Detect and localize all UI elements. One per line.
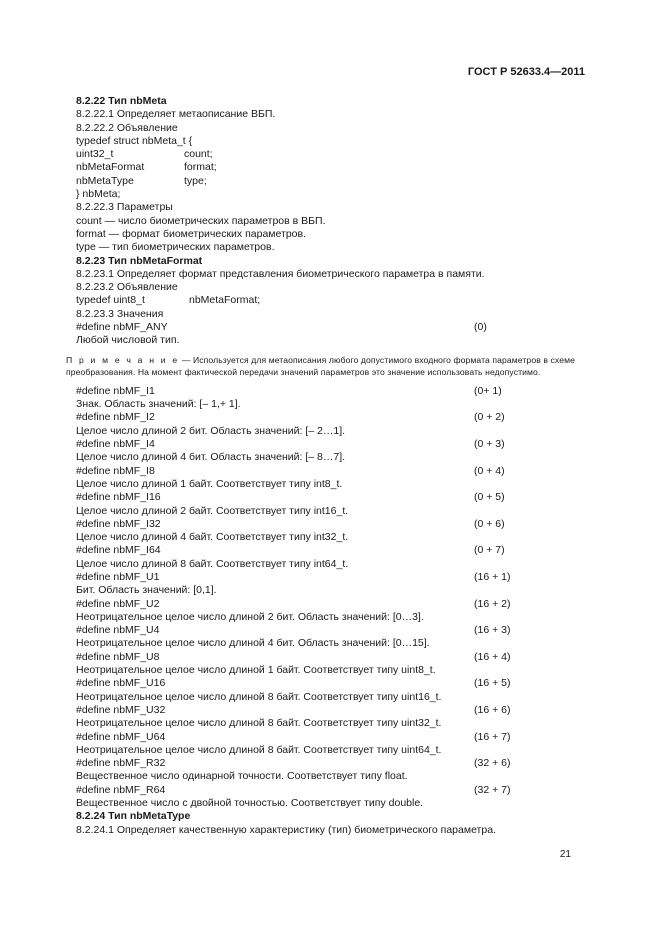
- define-row: [76, 411, 584, 424]
- define-value: (16 + 7): [474, 730, 511, 743]
- define-description: Неотрицательное целое число длиной 8 байт. Соответствует типу uint32_t.: [76, 717, 442, 730]
- define-name: #define nbMF_I1: [76, 384, 155, 397]
- clause-8-2-23-1: 8.2.23.1 Определяет формат представления биометрического параметра в памяти.: [76, 267, 485, 280]
- clause-8-2-22-2: 8.2.22.2 Объявление: [76, 121, 178, 134]
- section-8-2-24-title: 8.2.24 Тип nbMetaType: [76, 810, 191, 823]
- define-description: Целое число длиной 4 бит. Область значений: [– 8…7].: [76, 451, 346, 464]
- define-name: #define nbMF_U1: [76, 570, 160, 583]
- struct-close: } nbMeta;: [76, 188, 121, 201]
- define-row: [76, 518, 584, 531]
- section-8-2-23-title: 8.2.23 Тип nbMetaFormat: [76, 254, 203, 267]
- clause-8-2-22-3: 8.2.22.3 Параметры: [76, 201, 173, 214]
- field-type: uint32_t: [76, 148, 114, 161]
- define-name: #define nbMF_U2: [76, 597, 160, 610]
- section-8-2-22-title: 8.2.22 Тип nbMeta: [76, 95, 167, 107]
- typedef-line: [76, 294, 584, 307]
- define-list: [76, 385, 584, 811]
- field-type: nbMetaFormat: [76, 161, 145, 174]
- define-row: [76, 784, 584, 797]
- define-value: (32 + 7): [474, 783, 511, 796]
- define-row: [76, 624, 584, 637]
- define-description: Неотрицательное целое число длиной 8 байт. Соответствует типу uint64_t.: [76, 743, 442, 756]
- typedef-line: typedef struct nbMeta_t {: [76, 134, 193, 147]
- define-name: #define nbMF_U64: [76, 730, 166, 743]
- struct-field-count: [76, 148, 584, 161]
- define-description: Целое число длиной 2 бит. Область значений: [– 2…1].: [76, 424, 346, 437]
- define-row: [76, 571, 584, 584]
- struct-field-format: [76, 161, 584, 174]
- param-count: count — число биометрических параметров в ВБП.: [76, 214, 326, 227]
- define-name: #define nbMF_U32: [76, 703, 166, 716]
- define-value: (0 + 4): [474, 464, 505, 477]
- define-value: (16 + 5): [474, 677, 511, 690]
- define-row: [76, 677, 584, 690]
- define-name: #define nbMF_I2: [76, 411, 155, 424]
- define-name: #define nbMF_I64: [76, 544, 161, 557]
- define-row: [76, 598, 584, 611]
- page-number: 21: [559, 849, 571, 860]
- define-name: #define nbMF_R64: [76, 783, 166, 796]
- document-body: [66, 95, 584, 837]
- define-value: (16 + 2): [474, 597, 511, 610]
- define-value: (0+ 1): [474, 384, 502, 397]
- define-value: (0 + 5): [474, 491, 505, 504]
- define-row: [76, 438, 584, 451]
- define-name: #define nbMF_U16: [76, 677, 166, 690]
- note-block: [66, 354, 586, 379]
- define-value: (16 + 6): [474, 703, 511, 716]
- define-description: Бит. Область значений: [0,1].: [76, 584, 217, 597]
- define-value: (0 + 2): [474, 411, 505, 424]
- define-any: [76, 321, 584, 334]
- define-row: [76, 491, 584, 504]
- param-type: type — тип биометрических параметров.: [76, 241, 275, 254]
- define-description: Неотрицательное целое число длиной 1 байт. Соответствует типу uint8_t.: [76, 664, 436, 677]
- define-row: [76, 651, 584, 664]
- define-value: (32 + 6): [474, 757, 511, 770]
- define-value: (0 + 6): [474, 517, 505, 530]
- document-header: ГОСТ Р 52633.4—2011: [467, 66, 585, 78]
- define-name: #define nbMF_U4: [76, 624, 160, 637]
- define-value: (0 + 3): [474, 438, 505, 451]
- define-name: #define nbMF_ANY: [76, 321, 168, 334]
- field-type: nbMetaType: [76, 174, 134, 187]
- define-value: (16 + 1): [474, 570, 511, 583]
- define-description: Целое число длиной 8 байт. Соответствует типу int64_t.: [76, 557, 349, 570]
- typedef-base: typedef uint8_t: [76, 294, 145, 307]
- clause-8-2-23-2: 8.2.23.2 Объявление: [76, 281, 178, 294]
- param-format: format — формат биометрических параметров.: [76, 227, 306, 240]
- define-name: #define nbMF_I4: [76, 438, 155, 451]
- define-row: [76, 385, 584, 398]
- note-text: — Используется для метаописания любого допустимого входного формата параметров в схеме преобразования. На момент фактической передачи значений параметров это значение использовать недопустимо.: [66, 354, 575, 378]
- field-name: count;: [184, 148, 213, 161]
- clause-8-2-23-3: 8.2.23.3 Значения: [76, 307, 164, 320]
- define-description: Целое число длиной 2 байт. Соответствует типу int16_t.: [76, 504, 349, 517]
- define-description: Вещественное число с двойной точностью. Соответствует типу double.: [76, 797, 424, 810]
- define-description: Неотрицательное целое число длиной 2 бит. Область значений: [0…3].: [76, 610, 424, 623]
- define-name: #define nbMF_U8: [76, 650, 160, 663]
- define-description: Вещественное число одинарной точности. Соответствует типу float.: [76, 770, 408, 783]
- define-name: #define nbMF_I16: [76, 491, 161, 504]
- define-description: Неотрицательное целое число длиной 4 бит. Область значений: [0…15].: [76, 637, 430, 650]
- define-description: Целое число длиной 4 байт. Соответствует типу int32_t.: [76, 531, 349, 544]
- define-description: Любой числовой тип.: [76, 334, 180, 347]
- define-name: #define nbMF_R32: [76, 757, 166, 770]
- define-value: (0 + 7): [474, 544, 505, 557]
- define-row: [76, 757, 584, 770]
- define-row: [76, 731, 584, 744]
- typedef-alias: nbMetaFormat;: [189, 294, 261, 307]
- struct-field-type: [76, 175, 584, 188]
- define-row: [76, 465, 584, 478]
- define-name: #define nbMF_I32: [76, 517, 161, 530]
- define-description: Знак. Область значений: [– 1,+ 1].: [76, 398, 241, 411]
- define-value: (16 + 3): [474, 624, 511, 637]
- field-name: type;: [184, 174, 207, 187]
- note-prefix: П р и м е ч а н и е: [66, 354, 180, 365]
- field-name: format;: [184, 161, 217, 174]
- clause-8-2-24-1: 8.2.24.1 Определяет качественную характеристику (тип) биометрического параметра.: [76, 823, 496, 836]
- define-description: Целое число длиной 1 байт. Соответствует типу int8_t.: [76, 477, 343, 490]
- define-row: [76, 704, 584, 717]
- define-value: (16 + 4): [474, 650, 511, 663]
- define-description: Неотрицательное целое число длиной 8 байт. Соответствует типу uint16_t.: [76, 690, 442, 703]
- define-row: [76, 544, 584, 557]
- define-name: #define nbMF_I8: [76, 464, 155, 477]
- define-value: (0): [474, 321, 487, 334]
- clause-8-2-22-1: 8.2.22.1 Определяет метаописание ВБП.: [76, 108, 276, 121]
